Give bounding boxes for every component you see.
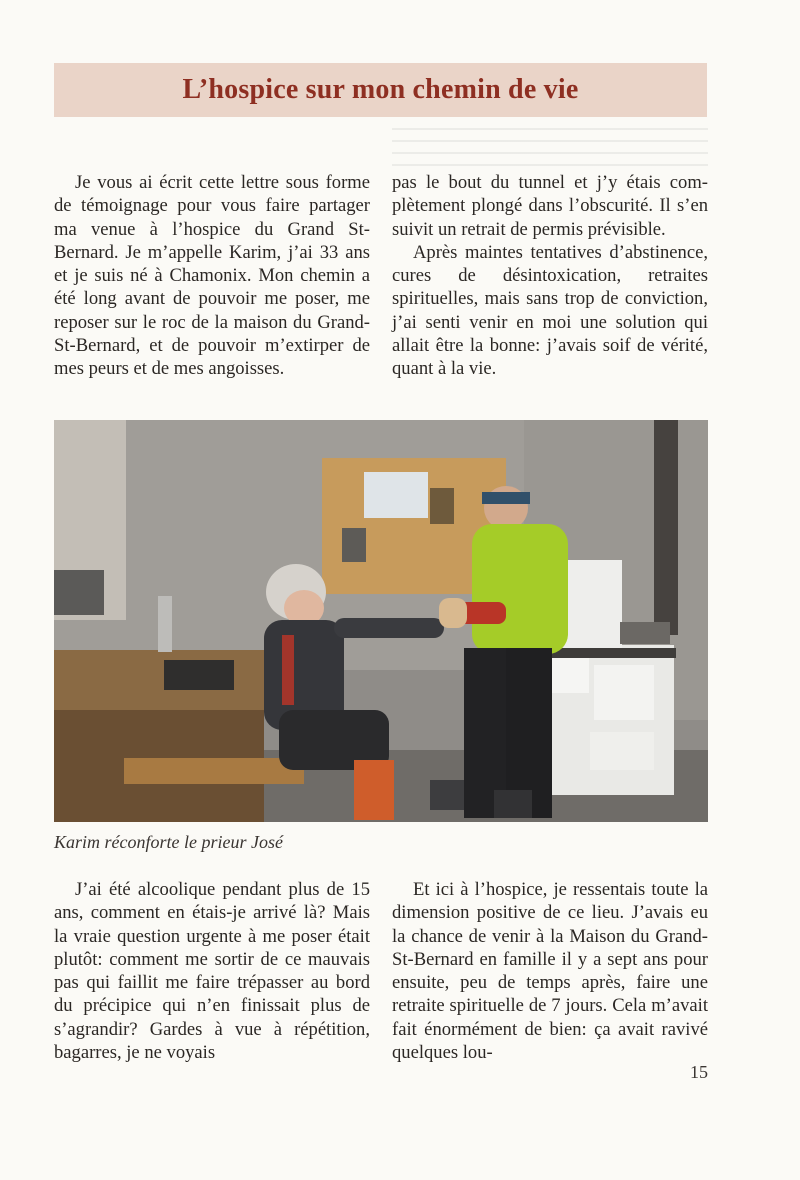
photo-karim-and-prior: [54, 420, 708, 822]
column-top-left: [54, 171, 370, 381]
page-title: L’hospice sur mon chemin de vie: [182, 74, 579, 105]
photo-illustration: [54, 420, 708, 822]
page-number: 15: [690, 1062, 708, 1082]
title-band: [54, 63, 707, 117]
column-top-right: [392, 171, 708, 381]
paragraph: J’ai été alcoolique pendant plus de 15 ans, comment en étais-je arrivé là? Mais la vraie question urgente à me poser était plutôt: comment me sortir de ce mauvais pas qui faillit me faire trépasser au bord du précipice qui n’en finissait plus de s’agrandir? Gardes à vue à répétition, bagarres, je ne voyais: [54, 879, 370, 1064]
column-bottom-right: [392, 878, 708, 1064]
paragraph: Après maintes tentatives d’abstinence, cures de désintoxication, retraites spirituelles, mais sans trop de conviction, j’ai senti venir en moi une solution qui allait être la bonne: j’avais soif de vérité, quant à la vie.: [392, 241, 708, 380]
paragraph: Et ici à l’hospice, je ressentais toute la dimension positive de ce lieu. J’avais eu la chance de venir à la Maison du Grand-St-Bernard en famille il y a sept ans pour ensuite, peu de temps après, faire une retraite spirituelle de 7 jours. Cela m’avait fait énormément de bien: ça avait ravivé quelques lou-: [392, 879, 708, 1064]
paragraph: pas le bout du tunnel et j’y étais complètement plongé dans l’obscurité. Il s’en suivit un retrait de permis prévisible.: [392, 172, 708, 240]
figure-caption: Karim réconforte le prieur José: [54, 832, 283, 852]
bleed-through-texture: [392, 128, 708, 168]
column-bottom-left: [54, 878, 370, 1064]
paragraph: Je vous ai écrit cette lettre sous forme de témoignage pour vous faire partager ma venue à l’hospice du Grand St-Bernard. Je m’appelle Karim, j’ai 33 ans et je suis né à Chamonix. Mon chemin a été long avant de pouvoir me poser, me reposer sur le roc de la maison du Grand-St-Bernard, et de pouvoir m’extirper de mes peurs et de mes angoisses.: [54, 172, 370, 380]
